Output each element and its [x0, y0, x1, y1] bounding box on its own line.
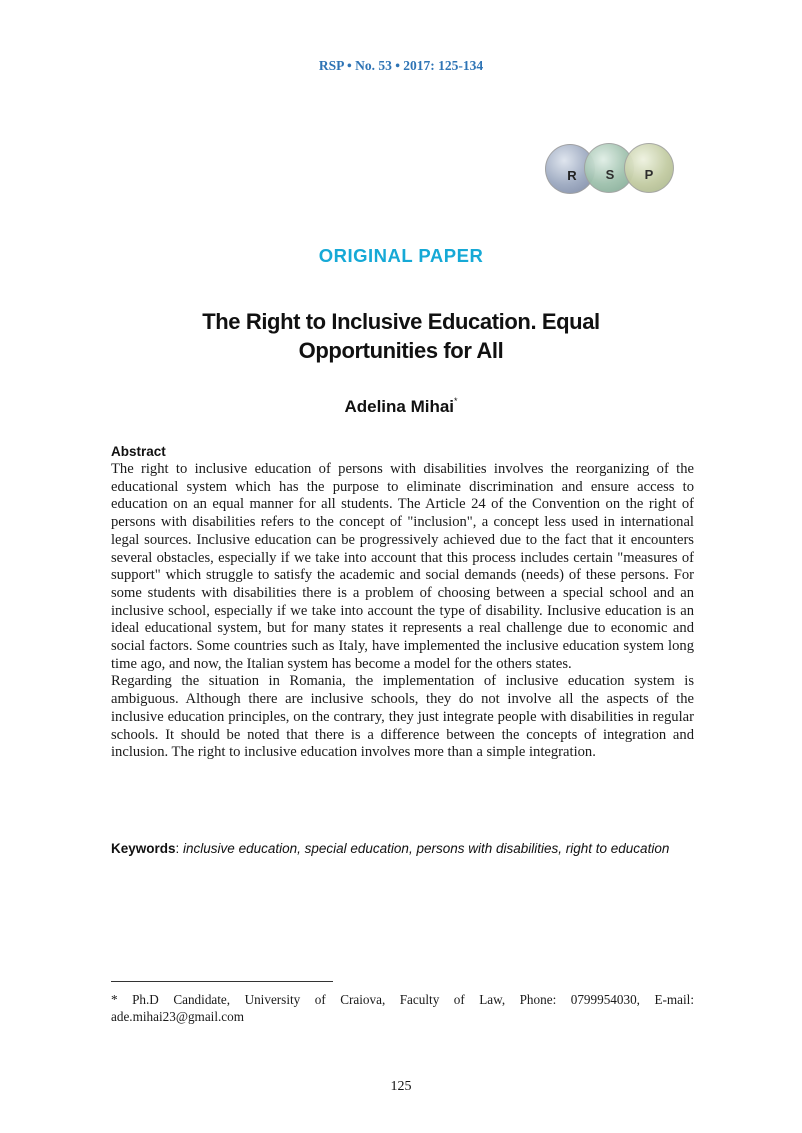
keywords-separator: :: [175, 841, 180, 856]
page-number: 125: [390, 1079, 412, 1094]
keywords: [111, 839, 694, 858]
paper-title-line-1: The Right to Inclusive Education. Equal: [202, 309, 600, 334]
paper-type-label: ORIGINAL PAPER: [318, 245, 484, 266]
logo-letter-p: P: [644, 167, 654, 182]
keywords-label: Keywords: [111, 841, 176, 856]
logo-circle-p: [624, 143, 674, 193]
footnote-divider: [111, 981, 333, 982]
author-line: [0, 396, 802, 417]
author-footnote-mark: *: [454, 396, 458, 406]
abstract-body: [111, 461, 694, 762]
keywords-text: inclusive education, special education, persons with disabilities, right to education: [179, 841, 670, 856]
logo-letter-r: R: [567, 168, 577, 183]
paper-title-line-2: Opportunities for All: [298, 338, 504, 363]
rsp-logo: [545, 144, 677, 196]
journal-header: RSP • No. 53 • 2017: 125-134: [318, 58, 484, 73]
abstract-heading: Abstract: [111, 444, 166, 459]
logo-letter-s: S: [605, 167, 615, 182]
abstract-paragraph-2: Regarding the situation in Romania, the implementation of inclusive education system is ambiguous. Although there are inclusive schools, they do not involve all the aspects of the inclusive education principles, on the contrary, they just integrate people with disabilities in regular schools. It should be noted that there is a difference between the concepts of integration and inclusion. The right to inclusive education involves more than a simple integration.: [111, 673, 694, 761]
author-name: Adelina Mihai: [344, 397, 455, 416]
footnote: * Ph.D Candidate, University of Craiova, Faculty of Law, Phone: 0799954030, E-mail: ade.mihai23@gmail.com: [111, 992, 694, 1024]
abstract-paragraph-1: The right to inclusive education of persons with disabilities involves the reorganizing of the educational system which has the purpose to eliminate discrimination and ensure access to education on an equal manner for all students. The Article 24 of the Convention on the right of persons with disabilities refers to the concept of "inclusion", a concept less used in international legal sources. Inclusive education can be progressively achieved due to the fact that it encounters several obstacles, especially if we take into account that this process includes certain "measures of support" which struggle to satisfy the academic and social demands (needs) of these persons. For some students with disabilities there is a problem of choosing between a special school and an inclusive school, especially if we take into account the type of disability. Inclusive education is an ideal educational system, but for many states it represents a real challenge due to economic and social factors. Some countries such as Italy, have implemented the inclusive education system long time ago, and now, the Italian system has become a model for the others states.: [111, 461, 694, 672]
paper-title: [120, 307, 682, 365]
